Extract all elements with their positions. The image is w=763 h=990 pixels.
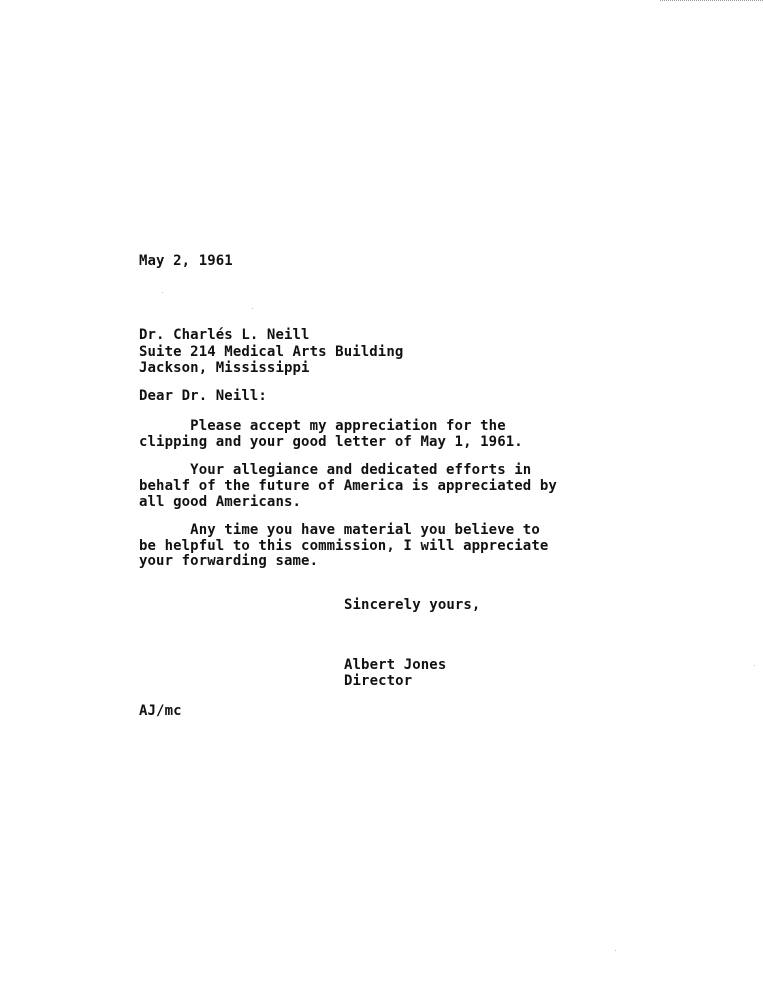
page-edge-mark <box>660 0 763 3</box>
reference-initials: AJ/mc <box>139 703 182 719</box>
paragraph2-line3: all good Americans. <box>139 494 302 510</box>
scan-speck <box>754 665 755 666</box>
recipient-address-line2: Jackson, Mississippi <box>139 360 310 376</box>
scan-speck <box>615 950 616 951</box>
paragraph1-line2: clipping and your good letter of May 1, 1961. <box>139 434 523 450</box>
paragraph3-line1: Any time you have material you believe to <box>139 522 540 538</box>
scan-speck <box>162 292 163 293</box>
paragraph1-line1: Please accept my appreciation for the <box>139 418 506 434</box>
paragraph3-line2: be helpful to this commission, I will appreciate <box>139 538 549 554</box>
recipient-name: Dr. Charlés L. Neill <box>139 327 310 343</box>
salutation: Dear Dr. Neill: <box>139 388 267 404</box>
paragraph3-line3: your forwarding same. <box>139 553 319 569</box>
closing: Sincerely yours, <box>344 597 481 613</box>
paragraph2-line2: behalf of the future of America is appreciated by <box>139 478 557 494</box>
paragraph2-line1: Your allegiance and dedicated efforts in <box>139 462 532 478</box>
recipient-address-line1: Suite 214 Medical Arts Building <box>139 344 404 360</box>
signer-title: Director <box>344 673 413 689</box>
signer-name: Albert Jones <box>344 657 447 673</box>
letter-date: May 2, 1961 <box>139 253 233 269</box>
scan-speck <box>252 308 253 309</box>
